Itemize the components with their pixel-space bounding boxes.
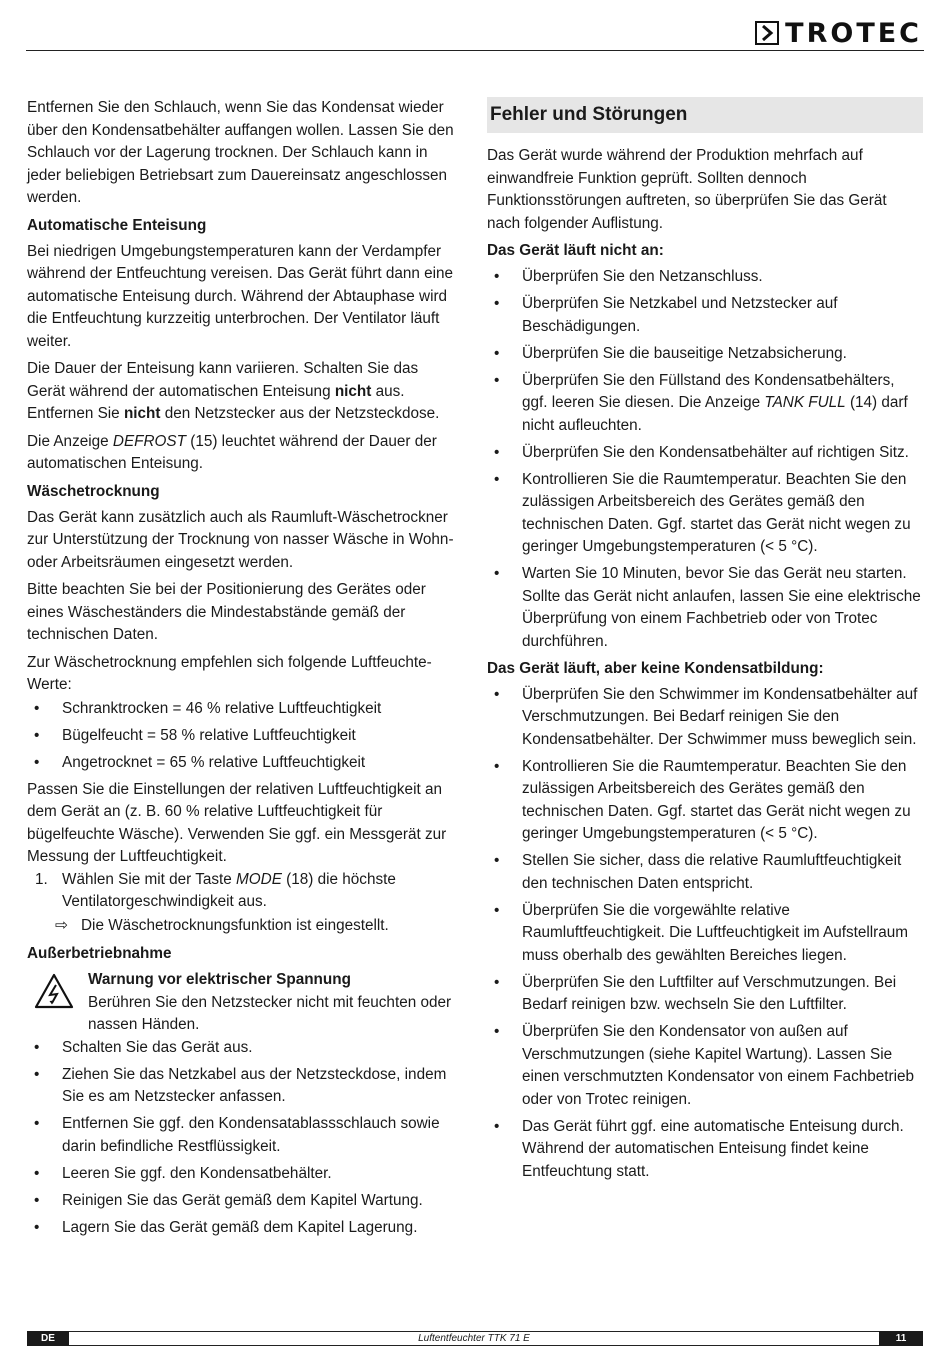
language-label: DE <box>27 1331 69 1346</box>
list-item: • Leeren Sie ggf. den Kondensatbehälter. <box>27 1163 459 1186</box>
trotec-logo <box>755 18 922 48</box>
list-item: • Überprüfen Sie den Kondensatbehälter auf richtigen Sitz. <box>487 442 923 465</box>
list-item: • Kontrollieren Sie die Raumtemperatur. Beachten Sie den zulässigen Arbeitsbereich des Gerätes gemäß den technischen Daten. Ggf. startet das Gerät nicht wegen zu geringer Umgebungstemperaturen (< 5 °C). <box>487 756 923 846</box>
laundry-paragraph-2: Bitte beachten Sie bei der Positionierung des Gerätes oder eines Wäscheständers die Mindestabstände gemäß der technischen Daten. <box>27 581 426 643</box>
list-item: • Überprüfen Sie den Füllstand des Kondensatbehälters, ggf. leeren Sie diesen. Die Anzeige TANK FULL (14) darf nicht aufleuchten. <box>487 370 923 438</box>
not-starting-heading: Das Gerät läuft nicht an: <box>487 242 664 259</box>
header-divider <box>26 50 924 51</box>
list-item: • Lagern Sie das Gerät gemäß dem Kapitel Lagerung. <box>27 1217 459 1240</box>
laundry-paragraph-1: Das Gerät kann zusätzlich auch als Raumluft-Wäschetrockner zur Unterstützung der Trocknung von nasser Wäsche in Wohn- oder Arbeitsräumen eingesetzt werden. <box>27 508 454 571</box>
list-item: • Warten Sie 10 Minuten, bevor Sie das Gerät neu starten. Sollte das Gerät nicht anlaufen, lassen Sie eine elektrische Überprüfung von einem Fachbetrieb oder von Trotec durchführen. <box>487 563 923 653</box>
troubleshooting-intro: Das Gerät wurde während der Produktion mehrfach auf einwandfreie Funktion geprüft. Sollten dennoch Funktionsstörungen auftreten, so überprüfen Sie das Gerät nach folgender Auflistung. <box>487 147 887 232</box>
laundry-heading: Wäschetrocknung <box>27 482 160 500</box>
warning-title: Warnung vor elektrischer Spannung <box>88 971 351 988</box>
page-number: 11 <box>879 1331 923 1346</box>
list-item: • Überprüfen Sie die bauseitige Netzabsicherung. <box>487 343 923 366</box>
list-item: • Schranktrocken = 46 % relative Luftfeuchtigkeit <box>27 698 459 721</box>
defrost-paragraph-3: Die Anzeige DEFROST (15) leuchtet während der Dauer der automatischen Enteisung. <box>27 432 437 472</box>
troubleshooting-title: Fehler und Störungen <box>487 97 923 133</box>
list-item: • Schalten Sie das Gerät aus. <box>27 1037 459 1060</box>
laundry-steps <box>27 869 459 914</box>
warning-text: Berühren Sie den Netzstecker nicht mit feuchten oder nassen Händen. <box>88 993 452 1033</box>
list-item: • Überprüfen Sie die vorgewählte relative Raumluftfeuchtigkeit. Die Luftfeuchtigkeit im Aufstellraum muss oberhalb des gewählten Bereiches liegen. <box>487 900 923 968</box>
electrical-warning <box>27 969 459 1037</box>
page-footer <box>27 1331 923 1346</box>
hose-paragraph: Entfernen Sie den Schlauch, wenn Sie das Kondensat wieder über den Kondensatbehälter auffangen wollen. Lassen Sie den Schlauch vor der Lagerung trocknen. Der Schlauch kann in jeder beliebigen Betriebsart zum Dauereinsatz angeschlossen werden. <box>27 99 454 206</box>
list-item: • Überprüfen Sie den Netzanschluss. <box>487 266 923 289</box>
list-item: • Überprüfen Sie den Schwimmer im Kondensatbehälter auf Verschmutzungen. Bei Bedarf reinigen Sie den Kondensatbehälter. Der Schwimmer muss beweglich sein. <box>487 684 923 752</box>
list-item: • Angetrocknet = 65 % relative Luftfeuchtigkeit <box>27 752 459 775</box>
laundry-result: ⇨ Die Wäschetrocknungsfunktion ist eingestellt. <box>27 915 459 938</box>
laundry-paragraph-4: Passen Sie die Einstellungen der relativen Luftfeuchtigkeit an dem Gerät an (z. B. 60 % relative Luftfeuchtigkeit für bügelfeuchte Wäsche). Verwenden Sie ggf. ein Messgerät zur Messung der Luftfeuchtigkeit. <box>27 780 447 865</box>
no-condensate-heading: Das Gerät läuft, aber keine Kondensatbildung: <box>487 659 824 677</box>
list-item: • Bügelfeucht = 58 % relative Luftfeuchtigkeit <box>27 725 459 748</box>
list-item: • Ziehen Sie das Netzkabel aus der Netzsteckdose, indem Sie es am Netzstecker anfassen. <box>27 1064 459 1109</box>
model-name: Luftentfeuchter TTK 71 E <box>69 1331 879 1346</box>
list-item: • Überprüfen Sie den Luftfilter auf Verschmutzungen. Bei Bedarf reinigen bzw. wechseln Sie den Luftfilter. <box>487 972 923 1017</box>
chevron-right-icon <box>755 21 779 45</box>
list-item: • Stellen Sie sicher, dass die relative Raumluftfeuchtigkeit den technischen Daten entspricht. <box>487 850 923 895</box>
defrost-paragraph-1: Bei niedrigen Umgebungstemperaturen kann der Verdampfer während der Entfeuchtung vereisen. Das Gerät führt dann eine automatische Enteisung durch. Während der Abtauphase wird die Entfeuchtung kurzzeitig unterbrochen. Der Ventilator läuft weiter. <box>27 242 454 350</box>
list-item: • Kontrollieren Sie die Raumtemperatur. Beachten Sie den zulässigen Arbeitsbereich des Gerätes gemäß den technischen Daten. Ggf. startet das Gerät nicht wegen zu geringer Umgebungstemperaturen (< 5 °C). <box>487 469 923 559</box>
list-item: • Überprüfen Sie den Kondensator von außen auf Verschmutzungen (siehe Kapitel Wartung). Lassen Sie einen verschmutzten Kondensator von einem Fachbetrieb oder von Trotec reinigen. <box>487 1021 923 1111</box>
left-column <box>27 97 459 1244</box>
laundry-paragraph-3: Zur Wäschetrocknung empfehlen sich folgende Luftfeuchte-Werte: <box>27 653 432 693</box>
humidity-values-list <box>27 698 459 775</box>
list-item: • Das Gerät führt ggf. eine automatische Enteisung durch. Während der automatischen Enteisung findet keine Entfeuchtung statt. <box>487 1116 923 1184</box>
defrost-paragraph-2: Die Dauer der Enteisung kann variieren. Schalten Sie das Gerät während der automatischen Enteisung nicht aus. Entfernen Sie nicht den Netzstecker aus der Netzsteckdose. <box>27 360 440 422</box>
shutdown-steps-list <box>27 1037 459 1240</box>
list-item: • Entfernen Sie ggf. den Kondensatablassschlauch sowie darin befindliche Restflüssigkeit. <box>27 1113 459 1158</box>
not-starting-list <box>487 266 923 653</box>
no-condensate-list <box>487 684 923 1184</box>
right-column <box>487 97 923 1188</box>
defrost-heading: Automatische Enteisung <box>27 216 207 234</box>
shutdown-heading: Außerbetriebnahme <box>27 945 172 962</box>
result-arrow-icon: ⇨ <box>55 916 68 934</box>
list-item: • Überprüfen Sie Netzkabel und Netzstecker auf Beschädigungen. <box>487 293 923 338</box>
brand-name: TROTEC <box>785 17 922 49</box>
list-item: 1. Wählen Sie mit der Taste MODE (18) die höchste Ventilatorgeschwindigkeit aus. <box>35 870 396 910</box>
high-voltage-warning-icon <box>34 973 74 1009</box>
list-item: • Reinigen Sie das Gerät gemäß dem Kapitel Wartung. <box>27 1190 459 1213</box>
